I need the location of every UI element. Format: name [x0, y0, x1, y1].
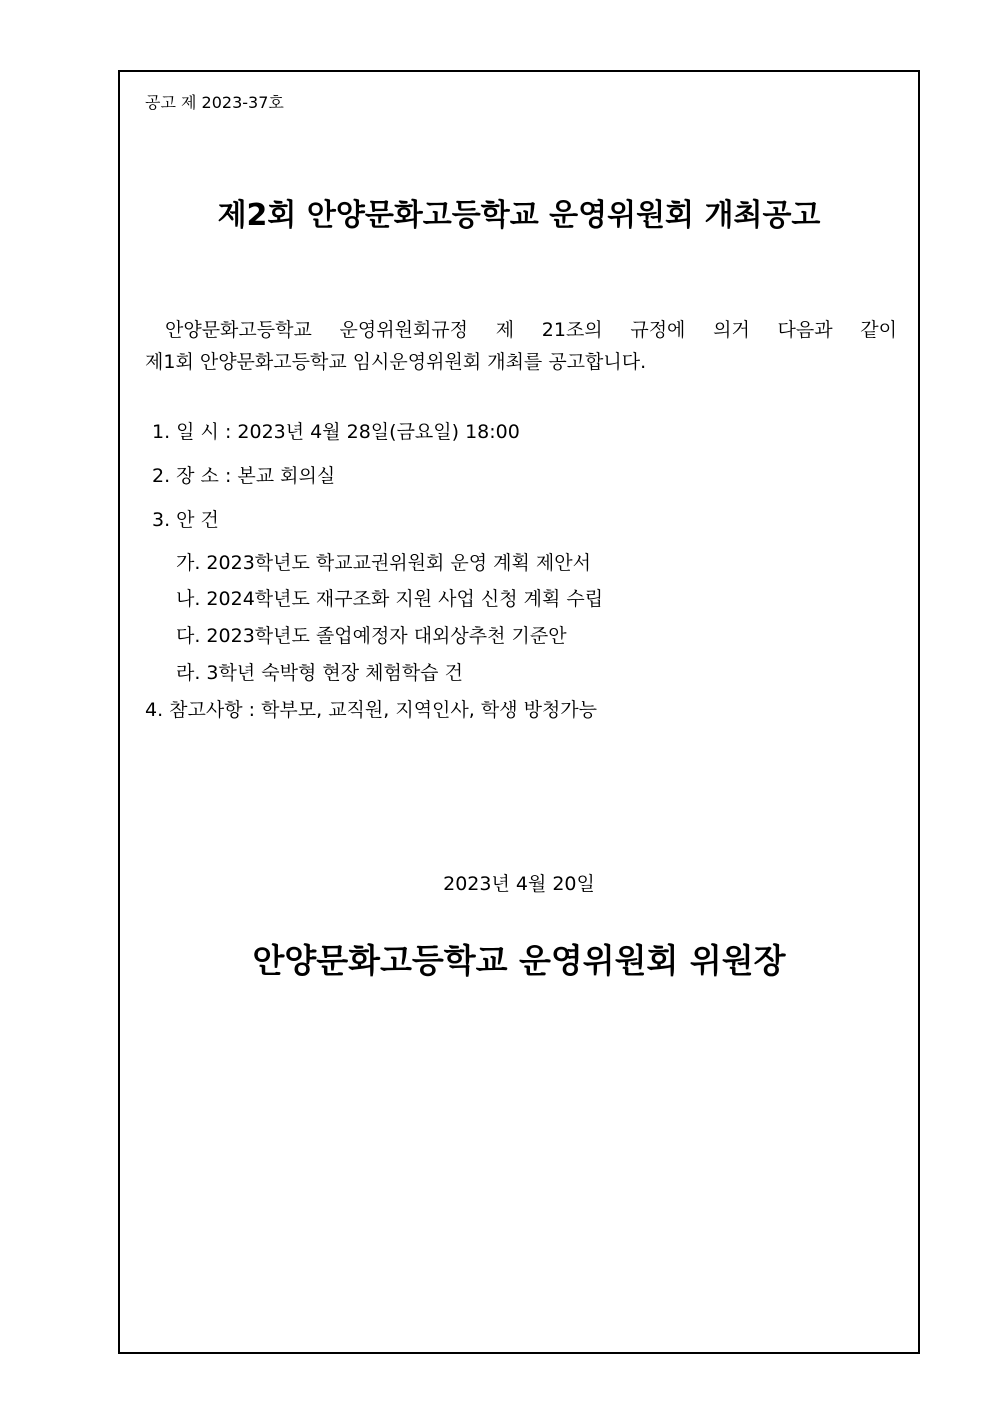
item-place: 2. 장 소 : 본교 회의실: [152, 465, 336, 487]
intro-line-1: 안양문화고등학교 운영위원회규정 제 21조의 규정에 의거 다음과 같이: [165, 319, 897, 341]
agenda-item: 가. 2023학년도 학교교권위원회 운영 계획 제안서: [176, 552, 591, 574]
item-datetime: 1. 일 시 : 2023년 4월 28일(금요일) 18:00: [152, 421, 520, 443]
notice-number: 공고 제 2023-37호: [145, 93, 284, 112]
item-agenda-heading: 3. 안 건: [152, 509, 219, 531]
agenda-item: 다. 2023학년도 졸업예정자 대외상추천 기준안: [176, 625, 567, 647]
intro-line-2: 제1회 안양문화고등학교 임시운영위원회 개최를 공고합니다.: [145, 351, 647, 373]
page-title: 제2회 안양문화고등학교 운영위원회 개최공고: [217, 198, 821, 233]
intro-paragraph: [145, 314, 897, 378]
signature: 안양문화고등학교 운영위원회 위원장: [252, 941, 786, 980]
agenda-item: 라. 3학년 숙박형 현장 체험학습 건: [176, 662, 463, 684]
agenda-item: 나. 2024학년도 재구조화 지원 사업 신청 계획 수립: [176, 588, 604, 610]
notice-date: 2023년 4월 20일: [443, 873, 595, 895]
item-reference: 4. 참고사항 : 학부모, 교직원, 지역인사, 학생 방청가능: [145, 699, 598, 721]
